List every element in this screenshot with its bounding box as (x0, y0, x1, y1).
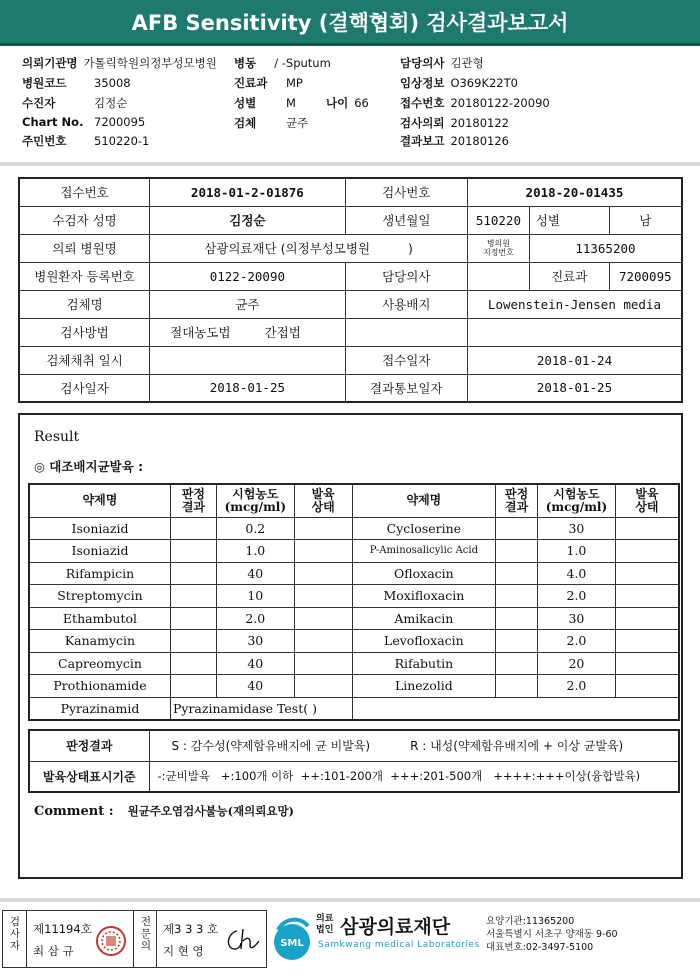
dept-value: 7200095 (609, 262, 682, 290)
legend-judge: S : 감수성(약제함유배지에 균 비발육) R : 내성(약제함유배지에 + 이상 균발육) (149, 730, 679, 761)
left-growth (294, 630, 352, 653)
col-drug: 약제명 (352, 484, 496, 517)
left-judge (170, 652, 216, 675)
cell-label: 검사일자 (19, 374, 150, 402)
right-growth (615, 630, 679, 653)
left-conc: 2.0 (216, 607, 294, 630)
right-judge (496, 652, 538, 675)
sml-text: SML (280, 938, 304, 949)
right-conc: 30 (538, 607, 616, 630)
control-growth-label: ◎ 대조배지균발육 : (34, 459, 144, 474)
dept-row: 진료과 MP (234, 76, 303, 90)
pza-row (29, 697, 679, 720)
info-row (19, 234, 682, 262)
right-conc: 1.0 (538, 540, 616, 563)
corp-prefix: 의료 법인 (316, 914, 334, 935)
empty-cell (467, 318, 682, 346)
left-conc: 10 (216, 585, 294, 608)
clinical-row: 임상정보 O369K22T0 (400, 76, 518, 90)
report-title: AFB Sensitivity (결핵협회) 검사결과보고서 (0, 0, 700, 46)
receipt-row: 접수번호 20180122-20090 (400, 96, 550, 110)
cell-label: 접수일자 (345, 346, 467, 374)
empty-cell (345, 318, 467, 346)
cell-label: 검체명 (19, 290, 150, 318)
age-row: 나이 66 (326, 96, 369, 110)
left-growth (294, 607, 352, 630)
expert-name: 지 현 영 (163, 944, 204, 958)
col-drug: 약제명 (29, 484, 170, 517)
drug-header-row (29, 484, 679, 517)
right-drug-name: Cycloserine (352, 517, 496, 540)
cell-label: 진료과 (529, 262, 609, 290)
hospital-id: 11365200 (529, 234, 682, 262)
right-judge (496, 585, 538, 608)
right-drug-name: Levofloxacin (352, 630, 496, 653)
drug-row (29, 562, 679, 585)
right-conc: 4.0 (538, 562, 616, 585)
left-growth (294, 517, 352, 540)
left-conc: 40 (216, 675, 294, 698)
left-judge (170, 630, 216, 653)
drug-table (28, 483, 680, 721)
receipt-number: 2018-01-2-01876 (150, 178, 345, 206)
legend-row (29, 761, 679, 792)
registration-number: 0122-20090 (150, 262, 345, 290)
cell-label: 검사번호 (345, 178, 467, 206)
left-conc: 0.2 (216, 517, 294, 540)
cell-label: 사용배지 (345, 290, 467, 318)
left-conc: 40 (216, 652, 294, 675)
cell-label: 의뢰 병원명 (19, 234, 150, 262)
corp-address: 요양기관:11365200 서울특별시 서초구 양재동 9-60 대표번호:02-3497-5100 (486, 916, 618, 953)
drug-row (29, 652, 679, 675)
left-drug-name: Ethambutol (29, 607, 170, 630)
drug-row (29, 607, 679, 630)
left-judge (170, 675, 216, 698)
right-growth (615, 562, 679, 585)
right-growth (615, 675, 679, 698)
drug-row (29, 675, 679, 698)
notification-date: 2018-01-25 (467, 374, 682, 402)
left-drug-name: Prothionamide (29, 675, 170, 698)
signature-icon (223, 923, 263, 957)
left-growth (294, 585, 352, 608)
left-drug-name: Rifampicin (29, 562, 170, 585)
left-conc: 1.0 (216, 540, 294, 563)
test-number: 2018-20-01435 (467, 178, 682, 206)
media-value: Lowenstein-Jensen media (467, 290, 682, 318)
cell-label: 수검자 성명 (19, 206, 150, 234)
pza-test: Pyrazinamidase Test( ) (170, 697, 352, 720)
legend-label: 판정결과 (29, 730, 149, 761)
left-growth (294, 675, 352, 698)
result-title: Result (34, 429, 80, 445)
tester-label: 검 사 자 (9, 916, 21, 952)
right-conc: 2.0 (538, 630, 616, 653)
seal-icon (95, 925, 127, 957)
drug-row (29, 630, 679, 653)
legend-label: 발육상태표시기준 (29, 761, 149, 792)
received-date: 2018-01-24 (467, 346, 682, 374)
doctor-value (467, 262, 529, 290)
right-judge (496, 517, 538, 540)
cell-label: 병의원 지정번호 (467, 234, 529, 262)
right-drug-name: P-Aminosalicylic Acid (352, 540, 496, 563)
col-judge: 판정 결과 (170, 484, 216, 517)
right-judge (496, 562, 538, 585)
right-conc: 2.0 (538, 675, 616, 698)
right-judge (496, 607, 538, 630)
col-growth: 발육 상태 (294, 484, 352, 517)
right-drug-name: Ofloxacin (352, 562, 496, 585)
doctor-row: 담당의사 김관형 (400, 56, 484, 70)
cell-label: 성별 (529, 206, 609, 234)
hospital-name: 삼광의료재단 (의정부성모병원 ) (150, 234, 468, 262)
corp-english: Samkwang medical Laboratories (318, 940, 480, 950)
right-judge (496, 630, 538, 653)
sex-row: 성별 M (234, 96, 296, 110)
request-row: 검사의뢰 20180122 (400, 116, 509, 130)
birth-date: 510220 (467, 206, 529, 234)
corp-name: 삼광의료재단 (340, 916, 451, 938)
col-conc: 시험농도 (mcg/ml) (216, 484, 294, 517)
divider (0, 898, 700, 902)
info-row (19, 206, 682, 234)
specimen-value: 균주 (150, 290, 345, 318)
col-conc: 시험농도 (mcg/ml) (538, 484, 616, 517)
right-drug-name: Linezolid (352, 675, 496, 698)
ward-row: 병동 / -Sputum (234, 56, 331, 70)
drug-row (29, 517, 679, 540)
left-growth (294, 652, 352, 675)
result-section (18, 413, 683, 879)
cell-label: 병원환자 등록번호 (19, 262, 150, 290)
drug-row (29, 585, 679, 608)
left-drug-name: Kanamycin (29, 630, 170, 653)
expert-number: 제3 3 3 호 (163, 922, 219, 936)
left-growth (294, 562, 352, 585)
left-judge (170, 540, 216, 563)
left-growth (294, 540, 352, 563)
method-value: 절대농도법 간접법 (150, 318, 345, 346)
comment: Comment : 원균주오염검사불능(재의뢰요망) (34, 804, 295, 819)
tester-label-cell (3, 911, 27, 967)
info-row (19, 178, 682, 206)
legend-growth: -:균비발육 +:100개 이하 ++:101-200개 +++:201-500개 ++++:+++이상(융합발육) (149, 761, 679, 792)
expert-label-cell (133, 911, 157, 967)
left-drug-name: Isoniazid (29, 540, 170, 563)
patient-row: 수진자 김정순 (22, 96, 128, 110)
patient-name: 김정순 (150, 206, 345, 234)
left-drug-name: Capreomycin (29, 652, 170, 675)
id-row: 주민번호 510220-1 (22, 134, 150, 148)
empty-cell (352, 697, 679, 720)
left-drug-name: Isoniazid (29, 517, 170, 540)
info-row (19, 374, 682, 402)
col-growth: 발육 상태 (615, 484, 679, 517)
info-table (18, 177, 683, 403)
left-drug-name: Streptomycin (29, 585, 170, 608)
signature-box (2, 910, 267, 968)
cell-label: 검체채취 일시 (19, 346, 150, 374)
info-row (19, 262, 682, 290)
tester-name: 최 삼 규 (33, 944, 74, 958)
pza-drug: Pyrazinamid (29, 697, 170, 720)
left-judge (170, 562, 216, 585)
legend-row (29, 730, 679, 761)
left-conc: 40 (216, 562, 294, 585)
hospital-code-row: 병원코드 35008 (22, 76, 131, 90)
cell-label: 검사방법 (19, 318, 150, 346)
test-date: 2018-01-25 (150, 374, 345, 402)
right-judge (496, 675, 538, 698)
chart-row: Chart No. 7200095 (22, 115, 146, 129)
right-judge (496, 540, 538, 563)
sml-logo-icon (270, 912, 314, 962)
report-row: 결과보고 20180126 (400, 134, 509, 148)
right-conc: 20 (538, 652, 616, 675)
right-drug-name: Rifabutin (352, 652, 496, 675)
cell-label: 결과통보일자 (345, 374, 467, 402)
info-row (19, 346, 682, 374)
institution-row: 의뢰기관명 가톨릭학원의정부성모병원 (22, 56, 217, 70)
right-growth (615, 652, 679, 675)
right-growth (615, 517, 679, 540)
right-growth (615, 607, 679, 630)
left-judge (170, 585, 216, 608)
right-growth (615, 585, 679, 608)
tester-number: 제11194호 (33, 922, 92, 936)
right-conc: 30 (538, 517, 616, 540)
specimen-row: 검체 균주 (234, 116, 309, 130)
left-conc: 30 (216, 630, 294, 653)
cell-label: 담당의사 (345, 262, 467, 290)
divider (0, 162, 700, 166)
drug-row (29, 540, 679, 563)
info-row (19, 290, 682, 318)
right-conc: 2.0 (538, 585, 616, 608)
right-drug-name: Amikacin (352, 607, 496, 630)
right-drug-name: Moxifloxacin (352, 585, 496, 608)
left-judge (170, 517, 216, 540)
legend-table (28, 729, 680, 793)
info-row (19, 318, 682, 346)
right-growth (615, 540, 679, 563)
col-judge: 판정 결과 (496, 484, 538, 517)
sex-value: 남 (609, 206, 682, 234)
collection-date (150, 346, 345, 374)
cell-label: 접수번호 (19, 178, 150, 206)
cell-label: 생년월일 (345, 206, 467, 234)
left-judge (170, 607, 216, 630)
expert-label: 전 문 의 (140, 916, 152, 952)
